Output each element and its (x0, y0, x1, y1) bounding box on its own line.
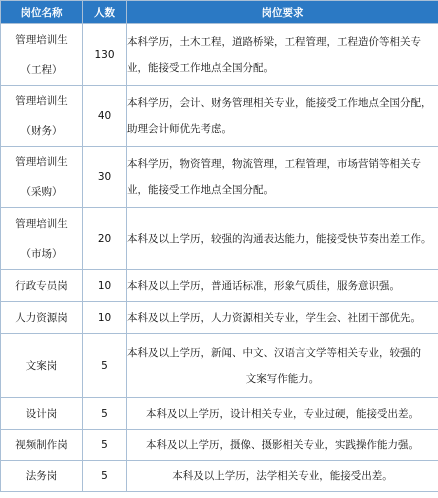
requirement-line: 助理会计师优先考虑。 (127, 123, 232, 135)
position-title (1, 208, 83, 270)
position-title-line: 设计岗 (25, 407, 58, 420)
position-title-line: 人力资源岗 (15, 311, 68, 324)
position-title-line: 视频制作岗 (15, 439, 68, 451)
table-row (1, 334, 438, 398)
requirement-line: 本科学历，土木工程，道路桥梁，工程管理，工程造价等相关专 (127, 35, 421, 48)
headcount: 5 (83, 398, 127, 430)
header-count: 人数 (83, 1, 127, 24)
headcount: 40 (83, 86, 127, 147)
headcount: 30 (83, 147, 127, 208)
position-title-line: 管理培训生 (15, 156, 68, 168)
requirement-line: 本科学历，物资管理，物流管理，工程管理，市场营销等相关专 (127, 158, 421, 170)
requirement-line: 本科及以上学历，人力资源相关专业，学生会、社团干部优先。 (127, 311, 421, 324)
table-row (1, 461, 438, 492)
headcount: 5 (83, 334, 127, 398)
position-title (1, 398, 83, 430)
headcount: 10 (83, 302, 127, 334)
headcount: 130 (83, 24, 127, 86)
position-title (1, 334, 83, 398)
position-title-line: （财务） (20, 125, 63, 137)
requirement-line: 本科及以上学历，摄像、摄影相关专业，实践操作能力强。 (146, 439, 419, 451)
position-title-line: 行政专员岗 (15, 279, 68, 292)
position-requirements (127, 86, 438, 147)
header-title: 岗位名称 (1, 1, 83, 24)
table-row (1, 430, 438, 461)
position-title-line: 管理培训生 (15, 217, 68, 230)
position-title-line: （市场） (20, 247, 63, 260)
table-row (1, 302, 438, 334)
position-title (1, 86, 83, 147)
position-requirements (127, 302, 438, 334)
requirement-line: 本科及以上学历，设计相关专业，专业过硬，能接受出差。 (146, 407, 419, 420)
header-requirements: 岗位要求 (127, 1, 438, 24)
position-requirements (127, 270, 438, 302)
requirement-line: 本科及以上学历，法学相关专业，能接受出差。 (172, 470, 393, 482)
position-title (1, 302, 83, 334)
requirement-line: 文案写作能力。 (245, 372, 320, 385)
position-title (1, 270, 83, 302)
position-title (1, 461, 83, 492)
position-requirements (127, 430, 438, 461)
requirement-line: 本科及以上学历，新闻、中文、汉语言文学等相关专业，较强的 (127, 346, 421, 359)
position-requirements (127, 147, 438, 208)
position-title-line: （工程） (20, 63, 63, 76)
position-title-line: （采购） (20, 186, 63, 198)
table-row (1, 398, 438, 430)
position-title (1, 24, 83, 86)
table-row (1, 24, 438, 86)
position-requirements (127, 461, 438, 492)
position-title-line: 法务岗 (25, 470, 58, 482)
table-row (1, 270, 438, 302)
position-title (1, 147, 83, 208)
headcount: 5 (83, 430, 127, 461)
requirement-line: 本科学历，会计、财务管理相关专业，能接受工作地点全国分配， (127, 97, 432, 109)
headcount: 20 (83, 208, 127, 270)
requirement-line: 本科及以上学历，较强的沟通表达能力，能接受快节奏出差工作。 (127, 232, 432, 245)
position-title-line: 管理培训生 (15, 95, 68, 107)
headcount: 5 (83, 461, 127, 492)
requirement-line: 业，能接受工作地点全国分配。 (127, 61, 274, 74)
table-row (1, 86, 438, 147)
requirement-line: 本科及以上学历，普通话标准，形象气质佳，服务意识强。 (127, 279, 400, 292)
position-title (1, 430, 83, 461)
headcount: 10 (83, 270, 127, 302)
position-requirements (127, 24, 438, 86)
position-title-line: 文案岗 (25, 359, 58, 372)
requirement-line: 业，能接受工作地点全国分配。 (127, 184, 274, 196)
table-row (1, 208, 438, 270)
position-requirements (127, 398, 438, 430)
table-body (1, 24, 438, 492)
position-title-line: 管理培训生 (15, 33, 68, 46)
position-requirements (127, 208, 438, 270)
position-requirements (127, 334, 438, 398)
table-row (1, 147, 438, 208)
table-header-row (1, 1, 438, 24)
